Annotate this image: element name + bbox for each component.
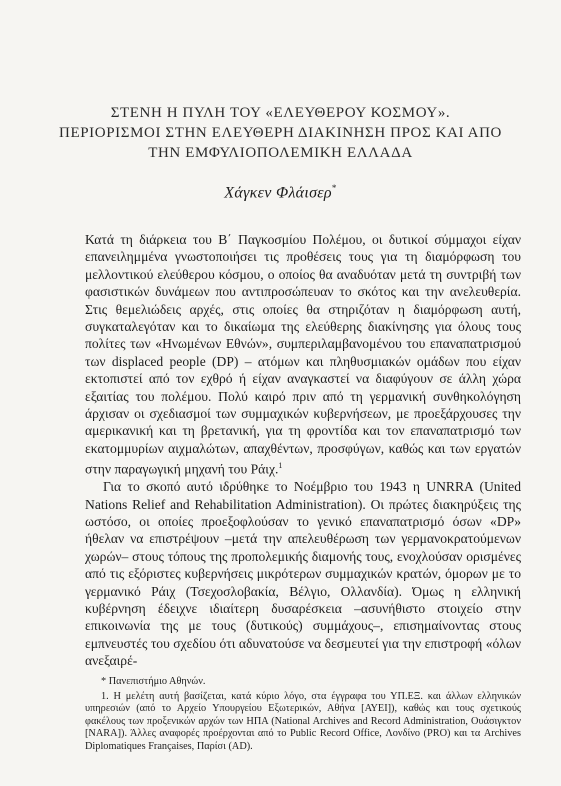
paragraph-2 bbox=[85, 478, 521, 669]
title-line-1: ΣΤΕΝΗ Η ΠΥΛΗ ΤΟΥ «ΕΛΕΥΘΕΡΟΥ ΚΟΣΜΟΥ». bbox=[110, 105, 451, 121]
paragraph-1-text: Κατά τη διάρκεια του Β΄ Παγκοσμίου Πολέμου, οι δυτικοί σύμμαχοι είχαν επανειλημμένα γνωστοποιήσει τις προθέσεις τους για τη διαμόρφωση του μελλοντικού ελεύθερου κόσμου, ο οποίος θα αναδυόταν μετά τη συντριβή των φασιστικών δυνάμεων που αντιπροσώπευαν το σκότος και την ανελευθερία. Στις θεμελιώδεις αρχές, στις οποίες θα στηριζόταν η διαμόρφωση αυτή, συγκαταλεγόταν και το δικαίωμα της ελεύθερης διακίνησης για όλους τους πολίτες των «Ηνωμένων Εθνών», συμπεριλαμβανομένου του επαναπατρισμού των displaced people (DP) – ατόμων και πληθυσμιακών ομάδων που είχαν εκτοπιστεί από τον εχθρό ή είχαν αναγκαστεί να διαφύγουν σε άλλη χώρα εξαιτίας του πολέμου. Πολύ καιρό πριν από τη γερμανική συνθηκολόγηση άρχισαν οι σχεδιασμοί των συμμαχικών κυβερνήσεων, με προεξάρχουσες την αμερικανική και τη βρετανική, για τη φροντίδα και τον επαναπατρισμό των εκατομμυρίων αιχμαλώτων, απαχθέντων, προσφύγων, καθώς και των εργατών στην παραγωγική μηχανή του Ράιχ. bbox=[85, 232, 521, 477]
footnote-ref-1: 1 bbox=[278, 461, 283, 471]
title-line-3: ΤΗΝ ΕΜΦΥΛΙΟΠΟΛΕΜΙΚΗ ΕΛΛΑΔΑ bbox=[148, 145, 413, 161]
author-line bbox=[0, 183, 561, 202]
title-line-2: ΠΕΡΙΟΡΙΣΜΟΙ ΣΤΗΝ ΕΛΕΥΘΕΡΗ ΔΙΑΚΙΝΗΣΗ ΠΡΟΣ ΚΑΙ ΑΠΟ bbox=[59, 125, 502, 141]
footnote-1: 1. Η μελέτη αυτή βασίζεται, κατά κύριο λόγο, στα έγγραφα του ΥΠ.ΕΞ. και άλλων ελληνικών υπηρεσιών (από το Αρχείο Υπουργείου Εξωτερικών, Αθήνα [ΑΥΕΙ]), καθώς και τους σχετικούς φακέλους των προξενικών αρχών των ΗΠΑ (National Archives and Record Administration, Ουάσιγκτον [NARA]). Άλλες αναφορές προέρχονται από το Public Record Office, Λονδίνο (PRO) και τα Archives Diplomatiques Françaises, Παρίσι (AD). bbox=[85, 690, 521, 752]
footnote-affiliation: * Πανεπιστήμιο Αθηνών. bbox=[101, 676, 206, 687]
body-text bbox=[85, 231, 521, 670]
author-footnote-mark: * bbox=[331, 183, 337, 193]
footnotes bbox=[85, 676, 521, 756]
paragraph-1 bbox=[85, 231, 521, 478]
author-name: Χάγκεν Φλάισερ bbox=[224, 184, 332, 202]
paragraph-2-text: Για το σκοπό αυτό ιδρύθηκε το Νοέμβριο του 1943 η UNRRA (United Nations Relief and Rehabilitation Administration). Οι πρώτες διακηρύξεις της ωστόσο, οι οποίες προεξοφλούσαν το γενικό επαναπατρισμό όσων «DP» ήθελαν να επιστρέψουν –μετά την απελευθέρωση των γερμανοκρατούμενων χωρών– στους τόπους της προπολεμικής διαμονής τους, ενοχλούσαν ορισμένες από τις εξόριστες κυβερνήσεις μικρότερων συμμαχικών κρατών, όμορων με το γερμανικό Ράιχ (Τσεχοσλοβακία, Βέλγιο, Ολλανδία). Όμως η ελληνική κυβέρνηση έδειχνε ιδιαίτερη δυσαρέσκεια –ασυνήθιστο στοιχείο στην επικοινωνία της με τους (δυτικούς) συμμάχους–, επισημαίνοντας στους εμπνευστές του σχεδίου ότι αδυνατούσε να δεσμευτεί για την επιστροφή «όλων ανεξαιρέ- bbox=[85, 479, 521, 669]
